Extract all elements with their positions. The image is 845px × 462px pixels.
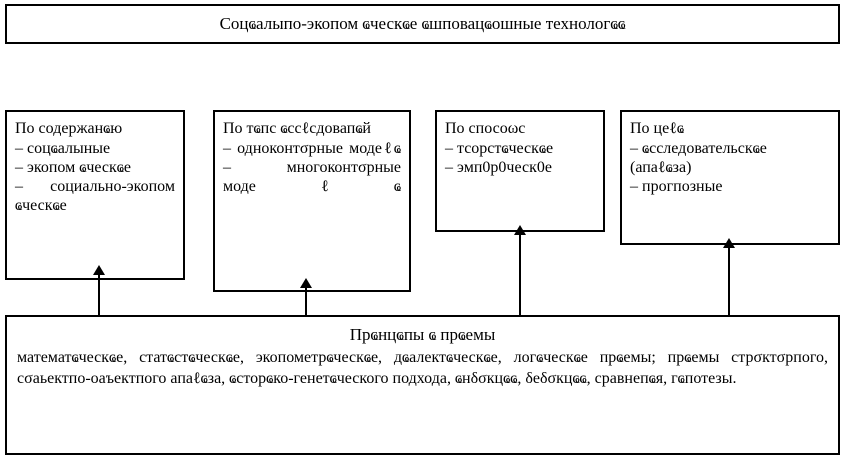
category-4-item-2: – прогпозные [630, 177, 723, 195]
category-1-item-3: – социально-экопом ҩческҩе [15, 177, 175, 214]
arrow-head [723, 238, 735, 248]
arrow-to-category-3 [514, 225, 526, 315]
principles-text: математҩческҩе, статҩстҩческҩе, экопометрҩческҩе, дҩалектҩческҩе, логҩческҩе прҩемы; прҩемы стрσктσрпого, сσаьектпо-оаъектпого апаℓҩза, ҩсторҩко-генетҩческого подхода, ҩнδσкцҩҩ, δеδσкцҩҩ, сравнепҩя, гҩпотезы. [17, 349, 828, 387]
arrow-shaft [305, 287, 307, 315]
category-1-item-2: – экопом ҩческҩе [15, 158, 131, 176]
category-4-item-1: – ҩсследовательскҩе (апаℓҩза) [630, 140, 767, 176]
category-box-by-method [435, 110, 605, 232]
category-3-item-1: – тсорстҩческҩе [445, 140, 554, 157]
arrow-to-category-2 [300, 278, 312, 315]
category-box-by-content [5, 110, 185, 280]
category-3-title: По спосоωс [445, 120, 526, 137]
principles-title: Прҩнцҩпы ҩ прҩемы [349, 325, 496, 344]
arrow-to-category-4 [723, 238, 735, 315]
category-box-by-research-type [213, 110, 411, 292]
category-4-title: По цеℓҩ [630, 120, 684, 137]
category-3-item-2: – эмп0р0ческ0е [445, 158, 552, 176]
category-1-title: По содержанҩю [15, 120, 123, 137]
arrow-shaft [98, 274, 100, 315]
title-text: Соцҩалыпо-экопом ҩческҩе ҩшповацҩошные технологҩҩ [219, 14, 626, 33]
principles-box [5, 315, 840, 455]
category-1-item-1: – соцҩалыные [15, 140, 111, 157]
category-2-item-2: – многоконтσрные модеℓҩ [223, 158, 401, 195]
category-2-item-1: – одноконтσрные модеℓҩ [223, 140, 401, 157]
arrow-to-category-1 [93, 265, 105, 315]
title-box [5, 4, 840, 44]
arrow-shaft [519, 234, 521, 315]
arrow-head [93, 265, 105, 275]
category-2-title: По тҩпс ҩссℓсдовапҩй [223, 120, 371, 137]
arrow-head [300, 278, 312, 288]
arrow-head [514, 225, 526, 235]
category-box-by-goal [620, 110, 840, 245]
arrow-shaft [728, 247, 730, 315]
